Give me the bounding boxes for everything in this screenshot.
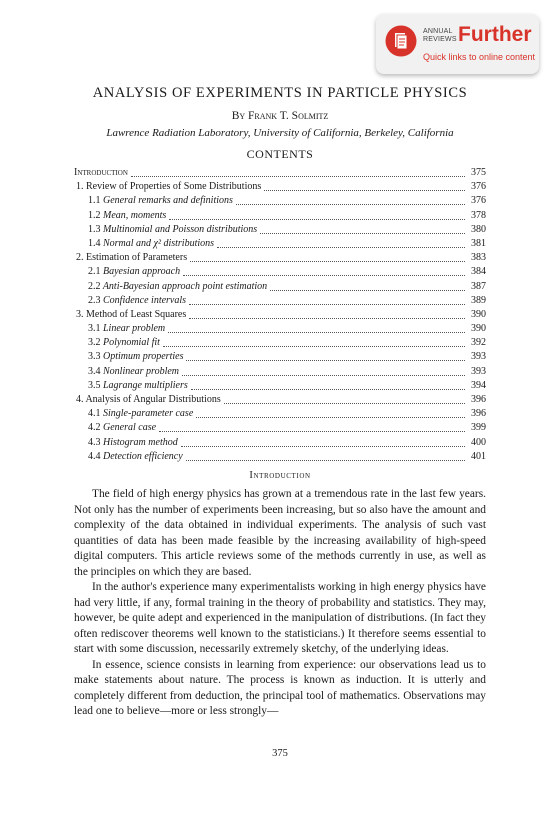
toc-entry bbox=[74, 350, 486, 364]
toc-entry-page: 390 bbox=[471, 323, 486, 335]
toc-entry-number: 1.1 bbox=[88, 195, 101, 207]
toc-entry-number: 3.4 bbox=[88, 365, 101, 377]
toc-entry-text: Review of Properties of Some Distributions bbox=[86, 181, 262, 193]
toc-entry-text: Bayesian approach bbox=[103, 266, 181, 278]
toc-entry-number: 1. bbox=[76, 181, 84, 193]
toc-leader-dots bbox=[169, 211, 465, 220]
toc-entry-text: Optimum properties bbox=[103, 351, 184, 363]
contents-heading: CONTENTS bbox=[246, 147, 314, 161]
toc-entry-text: Single-parameter case bbox=[103, 408, 194, 420]
toc-entry-number: 4.1 bbox=[88, 408, 101, 420]
section-heading: Introduction bbox=[249, 470, 311, 481]
toc-entry-page: 376 bbox=[471, 195, 486, 207]
toc-entry-label bbox=[74, 308, 186, 322]
toc-entry-number: 3.3 bbox=[88, 351, 101, 363]
toc-entry bbox=[74, 194, 486, 208]
toc-entry-label bbox=[74, 209, 166, 223]
body-paragraph: The field of high energy physics has grown at a tremendous rate in the last few years. Not only has the number of experiments been increasing, but so also have the amount and complexity of the data obtained in individual experiments. The analysis of such vast quantities of data has been made feasible by the increasing availability of high-speed digital computers. This article reviews some of the methods currently in use, as well as the principles on which they are based. bbox=[74, 488, 486, 578]
toc-entry-label bbox=[74, 365, 179, 379]
further-wordmark: Further bbox=[458, 23, 532, 46]
toc-entry-label bbox=[74, 336, 160, 350]
toc-entry-number: 2. bbox=[76, 252, 84, 264]
annual-reviews-wordmark bbox=[423, 28, 457, 44]
toc-entry-number: 4. bbox=[76, 394, 84, 405]
toc-leader-dots bbox=[190, 253, 465, 262]
toc-entry bbox=[74, 407, 486, 421]
annual-reviews-further-badge[interactable] bbox=[376, 14, 539, 74]
toc-entry bbox=[74, 251, 486, 265]
toc-leader-dots bbox=[131, 168, 465, 177]
toc-leader-dots bbox=[196, 409, 465, 418]
toc-entry-page: 400 bbox=[471, 436, 486, 448]
toc-entry-page: 393 bbox=[471, 351, 486, 363]
toc-entry-text: Analysis of Angular Distributions bbox=[85, 394, 221, 405]
toc-entry-text: Multinomial and Poisson distributions bbox=[103, 223, 258, 235]
toc-entry bbox=[74, 180, 486, 194]
toc-entry bbox=[74, 421, 486, 435]
toc-entry bbox=[74, 436, 486, 450]
toc-entry-text: Histogram method bbox=[103, 436, 178, 448]
toc-entry-text: Polynomial fit bbox=[103, 337, 160, 349]
toc-leader-dots bbox=[260, 225, 465, 234]
toc-entry-text: Anti-Bayesian approach point estimation bbox=[102, 280, 268, 292]
toc-leader-dots bbox=[168, 324, 465, 333]
toc-entry-page: 383 bbox=[471, 252, 486, 264]
toc-entry-page: 375 bbox=[471, 167, 486, 178]
toc-entry bbox=[74, 365, 486, 379]
toc-entry-text: Confidence intervals bbox=[103, 294, 187, 306]
toc-entry-text: Nonlinear problem bbox=[103, 365, 180, 377]
toc-entry bbox=[74, 393, 486, 407]
toc-entry-page: 390 bbox=[471, 308, 486, 320]
toc-leader-dots bbox=[181, 438, 465, 447]
toc-entry-number: 3.1 bbox=[88, 323, 101, 335]
badge-line2: REVIEWS bbox=[423, 36, 457, 43]
toc-entry-label bbox=[74, 450, 183, 464]
toc-entry-label bbox=[74, 237, 214, 251]
toc-entry-page: 399 bbox=[471, 422, 486, 434]
toc-entry-label bbox=[74, 280, 267, 294]
toc-entry-text: Normal and χ² distributions bbox=[103, 237, 215, 249]
toc-entry-number: 3.5 bbox=[88, 379, 101, 391]
toc-entry-number: 1.4 bbox=[88, 237, 101, 249]
toc-entry bbox=[74, 265, 486, 279]
toc-leader-dots bbox=[270, 282, 465, 291]
toc-leader-dots bbox=[224, 395, 465, 404]
toc-entry-label bbox=[74, 436, 178, 450]
toc-entry-page: 376 bbox=[471, 181, 486, 193]
toc-entry-page: 401 bbox=[471, 450, 486, 462]
toc-entry-page: 378 bbox=[471, 209, 486, 221]
toc-entry-text: Introduction bbox=[74, 167, 128, 178]
toc-entry-number: 3.2 bbox=[88, 337, 101, 349]
toc-entry-number: 2.1 bbox=[88, 266, 101, 278]
toc-leader-dots bbox=[264, 182, 465, 191]
annual-reviews-logo-icon bbox=[385, 25, 417, 57]
toc-entry-label bbox=[74, 350, 183, 364]
toc-entry bbox=[74, 237, 486, 251]
toc-entry-label bbox=[74, 180, 261, 194]
toc-entry-page: 394 bbox=[471, 379, 486, 391]
toc-entry-page: 387 bbox=[471, 280, 486, 292]
body-paragraph: In the author's experience many experimentalists working in high energy physics have had very little, if any, formal training in the theory of probability and statistics. They may, however, be quite adept and experienced in the manipulation of distributions. (In fact they often rediscover theorems well known to the statisticians.) It therefore seems essential to start with some discussion, necessarily extremely sketchy, of the underlying ideas. bbox=[74, 581, 486, 655]
toc-entry-number: 2.3 bbox=[88, 294, 101, 306]
toc-leader-dots bbox=[189, 296, 465, 305]
toc-entry-label bbox=[74, 294, 186, 308]
toc-leader-dots bbox=[159, 423, 465, 432]
table-of-contents bbox=[74, 166, 486, 464]
article-author: By Frank T. Solmitz bbox=[231, 110, 329, 122]
article-title: ANALYSIS OF EXPERIMENTS IN PARTICLE PHYSICS bbox=[92, 85, 468, 101]
toc-entry bbox=[74, 379, 486, 393]
toc-entry-number: 1.2 bbox=[88, 209, 101, 221]
toc-leader-dots bbox=[217, 239, 465, 248]
toc-entry-number: 4.2 bbox=[88, 422, 101, 434]
toc-entry-number: 3. bbox=[76, 308, 84, 320]
toc-leader-dots bbox=[182, 367, 465, 376]
toc-entry-page: 389 bbox=[471, 294, 486, 306]
toc-entry-number: 4.4 bbox=[88, 450, 101, 462]
toc-entry-page: 396 bbox=[471, 394, 486, 405]
toc-entry bbox=[74, 223, 486, 237]
toc-entry bbox=[74, 280, 486, 294]
toc-entry-number: 4.3 bbox=[88, 436, 101, 448]
toc-leader-dots bbox=[236, 196, 465, 205]
toc-entry-page: 384 bbox=[471, 266, 486, 278]
toc-entry bbox=[74, 209, 486, 223]
toc-entry-label bbox=[74, 251, 187, 265]
toc-entry-number: 1.3 bbox=[88, 223, 101, 235]
toc-entry-label bbox=[74, 223, 257, 237]
toc-entry-label bbox=[74, 379, 188, 393]
toc-entry bbox=[74, 322, 486, 336]
toc-entry bbox=[74, 308, 486, 322]
toc-leader-dots bbox=[183, 267, 465, 276]
toc-leader-dots bbox=[189, 310, 465, 319]
toc-leader-dots bbox=[163, 338, 465, 347]
page-number: 375 bbox=[272, 748, 288, 759]
toc-entry-page: 380 bbox=[471, 223, 486, 235]
toc-entry-label bbox=[74, 265, 180, 279]
badge-line1: ANNUAL bbox=[423, 28, 453, 35]
toc-entry-text: General case bbox=[103, 422, 157, 434]
toc-entry-text: Estimation of Parameters bbox=[86, 252, 188, 264]
toc-leader-dots bbox=[186, 452, 465, 461]
toc-entry-text: General remarks and definitions bbox=[103, 195, 233, 207]
toc-entry-page: 396 bbox=[471, 408, 486, 420]
toc-entry-text: Mean, moments bbox=[103, 209, 167, 221]
toc-entry-label bbox=[74, 407, 193, 421]
toc-entry-text: Linear problem bbox=[103, 323, 166, 335]
toc-entry-text: Lagrange multipliers bbox=[103, 379, 188, 391]
toc-leader-dots bbox=[191, 381, 465, 390]
article-body bbox=[74, 487, 486, 720]
toc-entry-page: 381 bbox=[471, 237, 486, 249]
toc-entry bbox=[74, 294, 486, 308]
toc-entry-label bbox=[74, 393, 221, 407]
toc-entry-number: 2.2 bbox=[88, 280, 101, 292]
toc-entry-label bbox=[74, 194, 233, 208]
toc-entry-label bbox=[74, 166, 128, 180]
toc-entry bbox=[74, 450, 486, 464]
toc-entry-page: 393 bbox=[471, 365, 486, 377]
toc-entry-text: Method of Least Squares bbox=[86, 308, 187, 320]
toc-entry bbox=[74, 166, 486, 180]
body-paragraph: In essence, science consists in learning from experience: our observations lead us to make statements about nature. The process is known as induction. It is utterly and completely different from deduction, the principal tool of mathematics. Observations may lead one to believe—more or less strongly— bbox=[74, 658, 486, 717]
toc-entry-label bbox=[74, 322, 165, 336]
toc-leader-dots bbox=[186, 352, 465, 361]
badge-subtitle: Quick links to online content bbox=[423, 52, 536, 62]
author-affiliation: Lawrence Radiation Laboratory, University of California, Berkeley, California bbox=[106, 127, 454, 139]
toc-entry-text: Detection efficiency bbox=[103, 450, 183, 462]
toc-entry-label bbox=[74, 421, 156, 435]
toc-entry-page: 392 bbox=[471, 337, 486, 349]
toc-entry bbox=[74, 336, 486, 350]
